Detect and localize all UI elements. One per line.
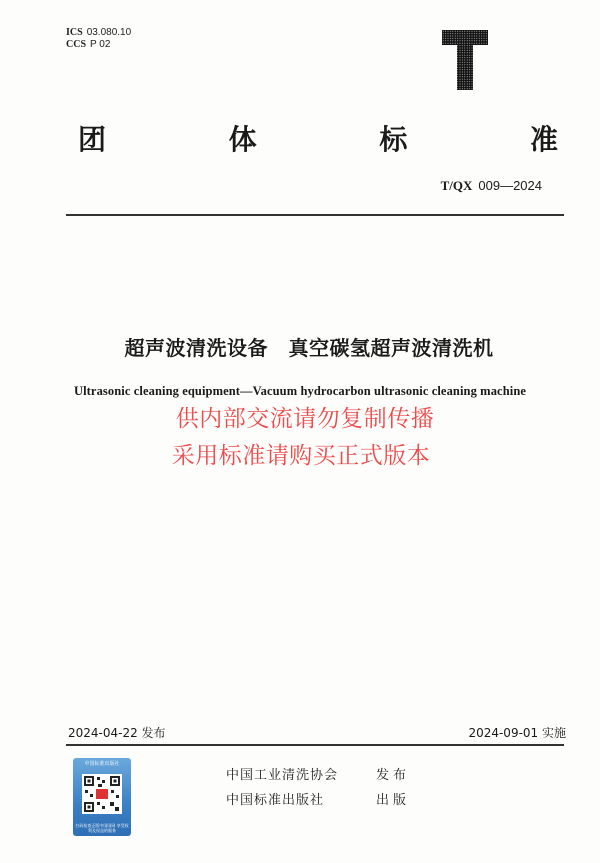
classification-codes <box>66 27 131 51</box>
ics-code <box>66 27 131 39</box>
watermark-line-2: 采用标准请购买正式版本 <box>171 443 431 469</box>
standard-t-logo <box>442 30 488 90</box>
standard-number <box>441 178 542 194</box>
chinese-title: 超声波清洗设备 真空碳氢超声波清洗机 <box>124 336 494 360</box>
issuing-organization <box>226 764 410 783</box>
ccs-code <box>66 39 131 51</box>
publishing-house <box>226 789 410 808</box>
heading-char-4: 准 <box>529 123 558 156</box>
bottom-divider <box>66 744 564 746</box>
publisher-name: 中国标准出版社 <box>226 793 325 808</box>
ccs-label: CCS <box>66 39 87 50</box>
dates-row <box>68 724 566 741</box>
qr-code-icon <box>82 774 122 814</box>
standard-code: 009—2024 <box>478 178 542 193</box>
ics-label: ICS <box>66 27 83 38</box>
heading-char-1: 团 <box>78 123 107 156</box>
watermark-line-1: 供内部交流请勿复制传播 <box>175 406 435 432</box>
heading-char-2: 体 <box>228 123 257 156</box>
ccs-value: P 02 <box>90 39 111 50</box>
issue-date: 2024-04-22 发布 <box>68 726 166 740</box>
heading-char-3: 标 <box>379 123 408 156</box>
qr-card-footer: 扫码检查正版中国国网 享受权利及权益的服务 <box>75 823 129 833</box>
publisher-role: 出版 <box>376 793 411 808</box>
english-title: Ultrasonic cleaning equipment—Vacuum hydrocarbon ultrasonic cleaning machine <box>73 384 527 398</box>
ics-value: 03.080.10 <box>86 27 132 38</box>
qr-card-header: 中国标准出版社 <box>84 761 120 767</box>
anti-counterfeit-qr-label <box>73 758 131 836</box>
top-divider <box>66 214 564 216</box>
standard-type-heading <box>78 118 558 158</box>
standard-prefix: T/QX <box>440 178 473 193</box>
issuer-name: 中国工业清洗协会 <box>226 768 339 783</box>
issuer-role: 发布 <box>376 768 411 783</box>
implementation-date: 2024-09-01 实施 <box>468 726 566 740</box>
